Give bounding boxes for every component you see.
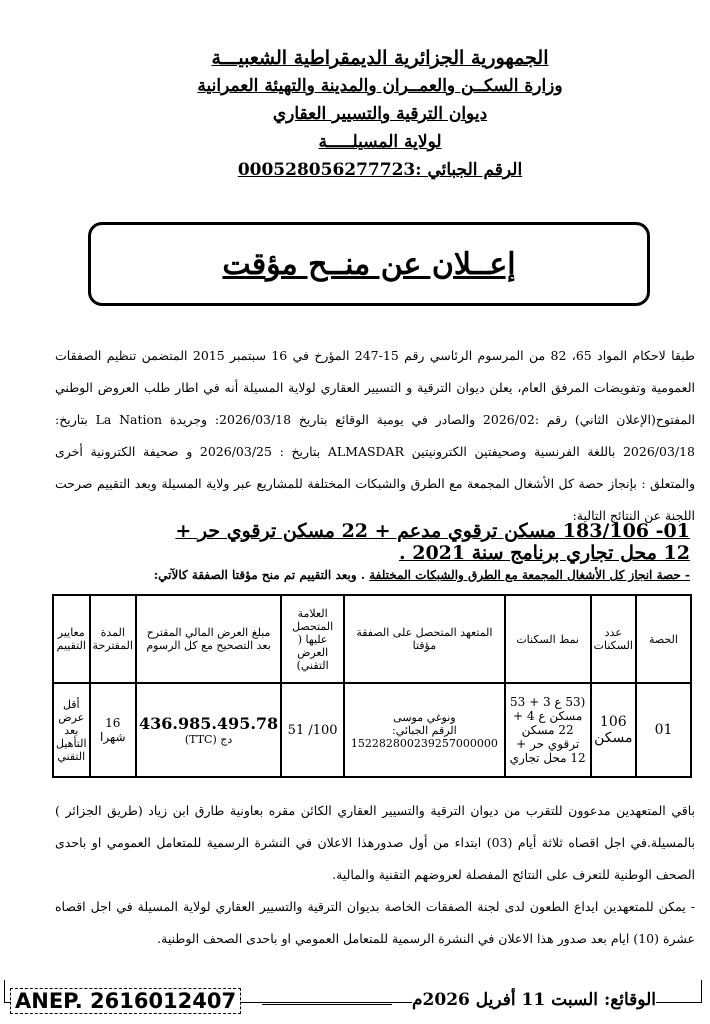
header-units: عدد السكنات bbox=[591, 595, 636, 683]
header-lot: الحصة bbox=[636, 595, 691, 683]
cell-units: 106 مسكن bbox=[591, 683, 636, 777]
province-name: لولاية المسيلـــــة bbox=[318, 132, 442, 152]
table-row bbox=[53, 683, 691, 777]
cell-bidder bbox=[344, 683, 505, 777]
closing-section bbox=[55, 795, 695, 955]
header-criteria: معايير التقييم bbox=[53, 595, 90, 683]
bidder-tax-number: 152282800239257000000 bbox=[350, 736, 498, 750]
letterhead bbox=[150, 44, 610, 184]
amount-value: 436.985.495.78 bbox=[138, 714, 279, 733]
footer-divider bbox=[262, 1004, 392, 1005]
republic-name: الجمهورية الجزائرية الديمقراطية الشعبيـــة bbox=[211, 47, 549, 69]
header-score: العلامة المتحصل عليها ( العرض التقني) bbox=[281, 595, 344, 683]
header-duration: المدة المقترحة bbox=[90, 595, 136, 683]
bidder-name: ونوغي موسى bbox=[393, 710, 456, 724]
publication-date: الوقائع: السبت 11 أفريل 2026م bbox=[412, 990, 656, 1010]
award-table bbox=[52, 594, 692, 778]
header-type: نمط السكنات bbox=[505, 595, 591, 683]
anep-reference: ANEP. 2616012407 bbox=[10, 988, 241, 1014]
cell-type: (53 ع 3 + 53 مسكن ع 4 + 22 مسكن ترقوي حر + 12 محل تجاري bbox=[505, 683, 591, 777]
lot-description bbox=[120, 568, 690, 582]
table-header-row bbox=[53, 595, 691, 683]
project-heading: 01- 183/106 مسكن ترقوي مدعم + 22 مسكن ترقوي حر + 12 محل تجاري برنامج سنة 2021 . bbox=[175, 520, 690, 564]
intro-paragraph: طبقا لاحكام المواد 65، 82 من المرسوم الرئاسي رقم 15-247 المؤرخ في 16 سبتمبر 2015 المتضمن تنظيم الصفقات العمومية وتفويضات المرفق العام، يعلن ديوان الترقية و التسيير العقاري لولاية المسيلة أنه في اطار طلب العروض الوطني المفتوح(الإعلان الثاني) رقم :2026/02 والصادر في يومية الوقائع بتاريخ 2026/03/18: وجريدة La Nation بتاريخ: 2026/03/18 باللغة الفرنسية وصحيفتين الكترونيتين ALMASDAR بتاريخ : 2026/03/25 و صحيفة الكترونية أخرى والمتعلق : بإنجاز حصة كل الأشغال المجمعة مع الطرق والشبكات المختلفة للمشاريع عبر ولاية المسيلة وبعد التقييم صرحت اللجنة عن النتائج التالية: bbox=[55, 348, 696, 523]
ministry-name: وزارة السكــن والعمــران والمدينة والتهيئة العمرانية bbox=[197, 76, 563, 96]
lot-description-underlined: - حصة انجاز كل الأشغال المجمعة مع الطرق والشبكات المختلفة bbox=[369, 568, 690, 582]
cell-duration: 16 شهرا bbox=[90, 683, 136, 777]
bidder-tax-label: الرقم الجبائي: bbox=[392, 723, 457, 737]
closing-paragraph-2: - يمكن للمتعهدين ايداع الطعون لدى لجنة الصفقات الخاصة بديوان الترقية والتسيير العقاري لولاية المسيلة في اجل اقصاه عشرة (10) ايام بعد صدور هذا الاعلان في النشرة الرسمية للمتعامل العمومي او باحدى الصحف الوطنية. bbox=[55, 899, 695, 946]
header-bidder: المتعهد المتحصل على الصفقة مؤقتا bbox=[344, 595, 505, 683]
closing-paragraph-1: باقي المتعهدين مدعوون للتقرب من ديوان الترقية والتسيير العقاري الكائن مقره بعاونية طارق ابن زياد (طريق الجزائر ) بالمسيلة.في اجل اقصاه ثلاثة أيام (03) ابتداء من أول صدورهذا الاعلان في النشرة الرسمية للمتعامل العمومي او باحدى الصحف الوطنية للتعرف على النتائج المفصلة لعروضهم التقنية والمالية. bbox=[55, 803, 695, 882]
office-name: ديوان الترقية والتسيير العقاري bbox=[272, 104, 488, 124]
amount-unit: دج (TTC) bbox=[184, 733, 233, 746]
announcement-title: إعــلان عن منــح مؤقت bbox=[222, 246, 516, 282]
lot-description-rest: . وبعد التقييم تم منح مؤقتا الصفقة كالآتي: bbox=[153, 568, 370, 582]
cell-criteria: أقل عرض بعد التأهيل التقني bbox=[53, 683, 90, 777]
cell-lot: 01 bbox=[636, 683, 691, 777]
cell-score: 100/ 51 bbox=[281, 683, 344, 777]
title-box bbox=[88, 222, 650, 306]
cell-amount bbox=[136, 683, 281, 777]
tax-number: الرقم الجبائي :000528056277723 bbox=[237, 160, 523, 180]
header-amount: مبلغ العرض المالي المقترح بعد التصحيح مع كل الرسوم bbox=[136, 595, 281, 683]
